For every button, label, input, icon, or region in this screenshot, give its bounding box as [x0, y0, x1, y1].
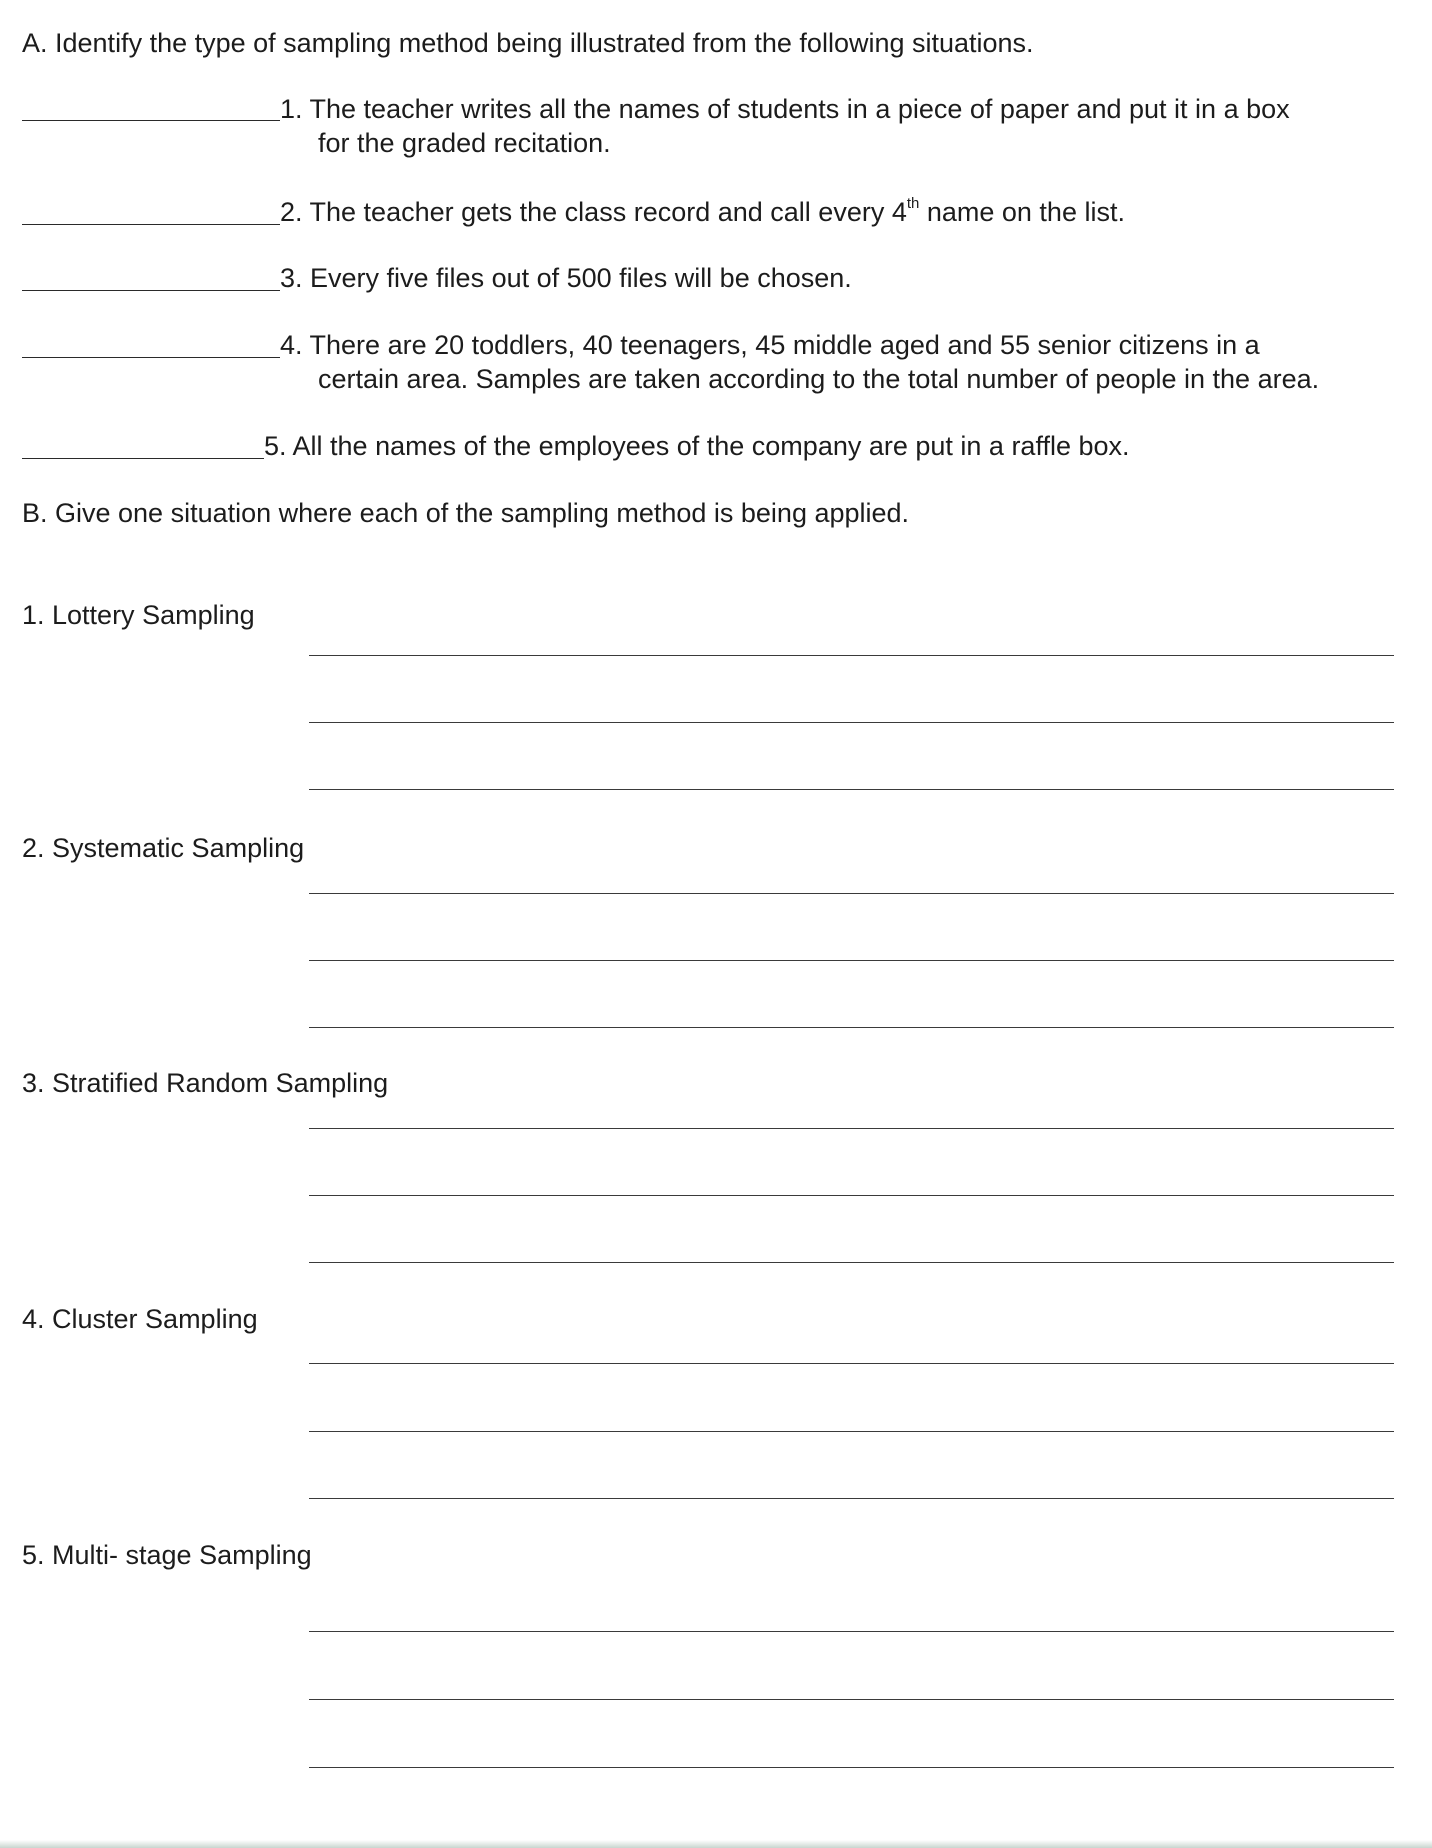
question-2 [280, 195, 1125, 229]
question-3-text: 3. Every five files out of 500 files will be chosen. [280, 263, 852, 293]
answer-line-stratified-2[interactable] [309, 1195, 1394, 1196]
question-2-text-end: name on the list. [919, 197, 1125, 227]
method-label-systematic: 2. Systematic Sampling [22, 833, 305, 863]
question-4 [280, 328, 1319, 396]
question-4-line-1: 4. There are 20 toddlers, 40 teenagers, 45 middle aged and 55 senior citizens in a [280, 330, 1260, 360]
method-label-lottery: 1. Lottery Sampling [22, 600, 255, 630]
question-5 [264, 429, 1130, 463]
question-1-line-1: 1. The teacher writes all the names of students in a piece of paper and put it in a box [280, 94, 1290, 124]
answer-blank-1[interactable] [22, 120, 280, 121]
answer-blank-5[interactable] [22, 458, 264, 459]
answer-line-stratified-3[interactable] [309, 1262, 1394, 1263]
question-2-text: 2. The teacher gets the class record and call every 4 [280, 197, 907, 227]
page-bottom-edge [0, 1840, 1432, 1848]
answer-blank-4[interactable] [22, 357, 280, 358]
answer-blank-2[interactable] [22, 224, 280, 225]
question-3 [280, 261, 852, 295]
answer-line-multistage-2[interactable] [309, 1699, 1394, 1700]
question-1-line-2: for the graded recitation. [318, 128, 611, 158]
answer-line-cluster-2[interactable] [309, 1431, 1394, 1432]
part-b-instruction: B. Give one situation where each of the sampling method is being applied. [22, 498, 910, 528]
answer-blank-3[interactable] [22, 290, 280, 291]
answer-line-systematic-2[interactable] [309, 960, 1394, 961]
method-label-cluster: 4. Cluster Sampling [22, 1304, 258, 1334]
answer-line-multistage-3[interactable] [309, 1767, 1394, 1768]
answer-line-systematic-3[interactable] [309, 1027, 1394, 1028]
answer-line-cluster-3[interactable] [309, 1498, 1394, 1499]
answer-line-lottery-3[interactable] [309, 789, 1394, 790]
method-label-stratified: 3. Stratified Random Sampling [22, 1068, 389, 1098]
answer-line-systematic-1[interactable] [309, 893, 1394, 894]
answer-line-cluster-1[interactable] [309, 1363, 1394, 1364]
method-label-multistage: 5. Multi- stage Sampling [22, 1540, 312, 1570]
answer-line-lottery-1[interactable] [309, 655, 1394, 656]
question-5-text: 5. All the names of the employees of the company are put in a raffle box. [264, 431, 1130, 461]
question-2-superscript: th [906, 195, 920, 212]
question-4-line-2: certain area. Samples are taken according to the total number of people in the area. [318, 364, 1320, 394]
question-1 [280, 92, 1290, 160]
answer-line-lottery-2[interactable] [309, 722, 1394, 723]
answer-line-multistage-1[interactable] [309, 1631, 1394, 1632]
part-a-instruction: A. Identify the type of sampling method being illustrated from the following situations. [22, 28, 1034, 58]
answer-line-stratified-1[interactable] [309, 1128, 1394, 1129]
